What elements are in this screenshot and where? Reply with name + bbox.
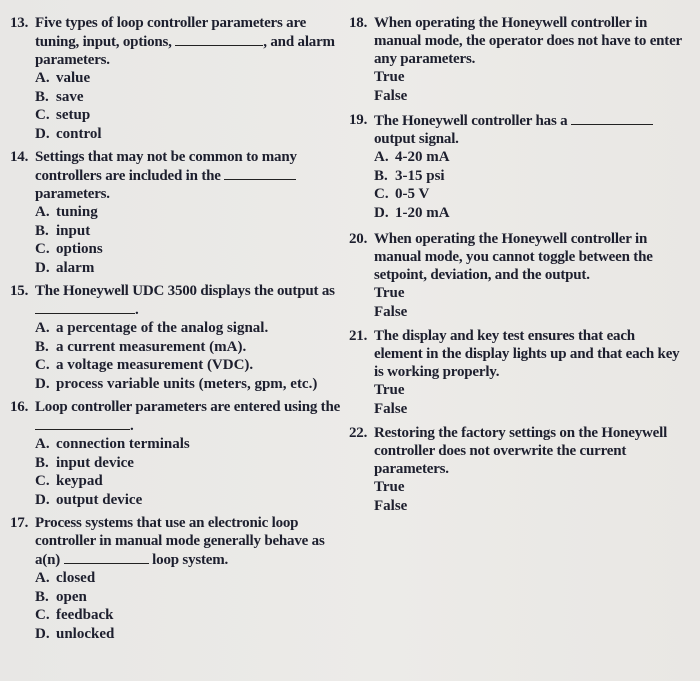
question-number: 13. <box>10 15 29 31</box>
question-22 <box>349 424 687 515</box>
question-number: 21. <box>349 328 368 344</box>
question-number: 17. <box>10 515 29 531</box>
question-text-end: . <box>135 302 139 318</box>
option-a[interactable]: A. closed <box>35 570 96 586</box>
question-text: Restoring the factory settings on the Honeywell controller does not overwrite the current parameters. <box>374 425 668 477</box>
question-18 <box>349 14 687 105</box>
option-c[interactable]: C. options <box>35 241 103 257</box>
question-text-end: , and alarm parameters. <box>35 34 335 68</box>
question-15 <box>10 282 345 393</box>
option-b[interactable]: B. save <box>35 88 84 105</box>
question-text: The display and key test ensures that each element in the display lights up and that each key is working properly. <box>374 328 680 380</box>
answer-blank[interactable] <box>35 300 135 314</box>
option-a[interactable]: A. tuning <box>35 204 98 220</box>
answer-blank[interactable] <box>64 550 149 564</box>
question-text: When operating the Honeywell controller in manual mode, you cannot toggle between the setpoint, deviation, and the output. <box>374 231 653 283</box>
question-text-end: parameters. <box>35 186 110 202</box>
question-number: 19. <box>349 112 368 128</box>
question-17 <box>10 514 345 643</box>
question-text: Five types of loop controller parameters are tuning, input, options, <box>35 15 307 50</box>
question-text: The Honeywell UDC 3500 displays the output as <box>35 283 335 299</box>
question-text: When operating the Honeywell controller in manual mode, the operator does not have to enter any parameters. <box>374 15 682 67</box>
true-option[interactable]: True <box>374 285 405 301</box>
option-a[interactable]: A. 4-20 mA <box>374 149 450 165</box>
option-d[interactable]: D. alarm <box>35 259 95 276</box>
options-list <box>35 319 345 393</box>
option-c[interactable]: C. 0-5 V <box>374 186 430 202</box>
false-option[interactable]: False <box>374 497 408 514</box>
option-b[interactable]: B. open <box>35 588 87 605</box>
question-text-end: output signal. <box>374 131 459 147</box>
true-option[interactable]: True <box>374 382 405 398</box>
false-option[interactable]: False <box>374 400 408 417</box>
question-21 <box>349 327 687 418</box>
question-text: Loop controller parameters are entered using the <box>35 399 341 415</box>
options-list <box>35 203 345 277</box>
false-option[interactable]: False <box>374 87 408 104</box>
option-b[interactable]: B. a current measurement (mA). <box>35 338 247 355</box>
true-option[interactable]: True <box>374 479 405 495</box>
option-a[interactable]: A. a percentage of the analog signal. <box>35 320 269 336</box>
answer-blank[interactable] <box>224 166 296 180</box>
option-d[interactable]: D. process variable units (meters, gpm, etc.) <box>35 375 318 392</box>
question-number: 18. <box>349 15 368 31</box>
answer-blank[interactable] <box>571 111 653 125</box>
question-text: Settings that may not be common to many controllers are included in the <box>35 149 297 184</box>
question-text: The Honeywell controller has a <box>374 113 568 129</box>
option-a[interactable]: A. value <box>35 70 91 86</box>
question-number: 16. <box>10 399 29 415</box>
option-c[interactable]: C. a voltage measurement (VDC). <box>35 357 254 373</box>
question-number: 20. <box>349 231 368 247</box>
false-option[interactable]: False <box>374 303 408 320</box>
question-text-end: loop system. <box>152 552 229 568</box>
option-d[interactable]: D. control <box>35 125 102 142</box>
option-a[interactable]: A. connection terminals <box>35 436 190 452</box>
question-text-end: . <box>130 418 134 434</box>
right-column <box>349 14 687 520</box>
question-14 <box>10 148 345 277</box>
answer-blank[interactable] <box>35 416 130 430</box>
options-list <box>35 435 345 509</box>
option-d[interactable]: D. unlocked <box>35 625 115 642</box>
question-13 <box>10 14 345 143</box>
question-16 <box>10 398 345 509</box>
option-d[interactable]: D. 1-20 mA <box>374 204 450 221</box>
options-list <box>374 148 687 222</box>
option-b[interactable]: B. 3-15 psi <box>374 167 445 184</box>
options-list <box>35 569 345 643</box>
option-c[interactable]: C. feedback <box>35 607 114 623</box>
question-19 <box>349 111 687 222</box>
option-c[interactable]: C. setup <box>35 107 91 123</box>
question-number: 15. <box>10 283 29 299</box>
option-d[interactable]: D. output device <box>35 491 143 508</box>
option-b[interactable]: B. input <box>35 222 91 239</box>
options-list <box>35 69 345 143</box>
option-b[interactable]: B. input device <box>35 454 134 471</box>
question-20 <box>349 230 687 321</box>
answer-blank[interactable] <box>175 32 263 46</box>
question-text: Process systems that use an electronic loop controller in manual mode generally behave as a(n) <box>35 515 325 568</box>
question-number: 22. <box>349 425 368 441</box>
left-column <box>10 14 345 648</box>
question-number: 14. <box>10 149 29 165</box>
true-option[interactable]: True <box>374 69 405 85</box>
option-c[interactable]: C. keypad <box>35 473 103 489</box>
